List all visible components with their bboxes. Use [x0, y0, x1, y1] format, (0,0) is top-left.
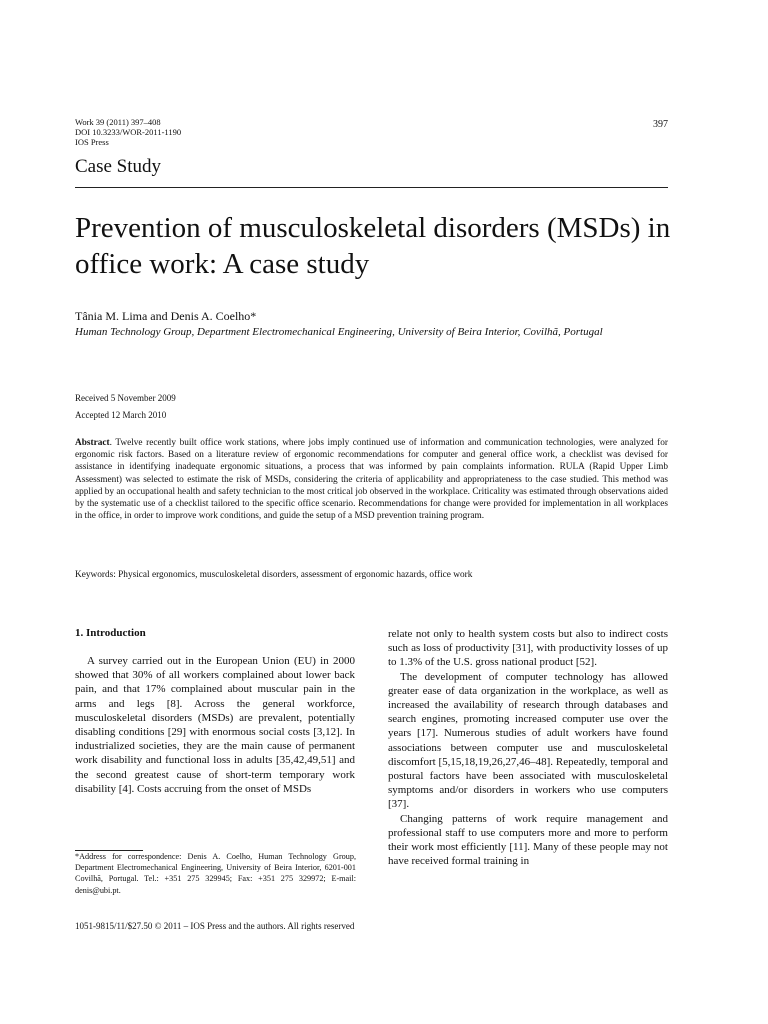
- keywords: Keywords: Physical ergonomics, musculoskeletal disorders, assessment of ergonomic hazards, office work: [75, 570, 473, 580]
- page-number: 397: [653, 119, 668, 130]
- section-label: Case Study: [75, 156, 162, 177]
- journal-citation: Work 39 (2011) 397–408: [75, 117, 161, 127]
- abstract-text: . Twelve recently built office work stations, where jobs imply continued use of information and communication technologies, were analyzed for ergonomic risk factors. Based on a literature review of ergonomic recommendations for computer and general office work, a checklist was devised for assistance in identifying inadequate ergonomic situations, a process that was informed by pain complaints information. RULA (Rapid Upper Limb Assessment) was selected to estimate the risk of MSDs, considering the criteria of applicability and appropriateness to the case studied. This method was applied by an occupational health and safety technician to the most critical job observed in the workplace. Criticality was estimated through observations aided by the systematic use of a checklist tailored to the specific office scenario. Recommendations for change were provided for implementation in all workplaces in the office, in order to improve work conditions, and guide the setup of a MSD prevention training program.: [75, 438, 668, 522]
- copyright-line: 1051-9815/11/$27.50 © 2011 – IOS Press and the authors. All rights reserved: [75, 921, 355, 931]
- abstract: [75, 437, 668, 522]
- section-heading-introduction: 1. Introduction: [75, 627, 146, 639]
- journal-meta: [75, 117, 181, 147]
- abstract-label: Abstract: [75, 438, 110, 448]
- intro-paragraph-4: Changing patterns of work require management and professional staff to use computers more and more to perform their work most efficiently [11]. Many of these people may not have received formal training in: [388, 812, 668, 868]
- received-date: Received 5 November 2009: [75, 393, 176, 403]
- footnote: *Address for correspondence: Denis A. Coelho, Human Technology Group, Department Electromechanical Engineering, University of Beira Interior, 6201-001 Covilhã, Portugal. Tel.: +351 275 329945; Fax: +351 275 329972; E-mail: denis@ubi.pt.: [75, 852, 356, 895]
- left-column: [75, 627, 355, 796]
- intro-paragraph-3: The development of computer technology has allowed greater ease of data organization in the workplace, as well as increased the availability of research through databases and search engines, promoting increased computer use over the years [17]. Numerous studies of adult workers have found associations between computer use and musculoskeletal discomfort [5,15,18,19,26,27,46–48]. Repeatedly, temporal and postural factors have been associated with musculoskeletal symptoms and/or disorders in workers who use computers [37].: [388, 670, 668, 811]
- paper-title: Prevention of musculoskeletal disorders (MSDs) in office work: A case study: [75, 212, 671, 280]
- publisher: IOS Press: [75, 137, 109, 147]
- affiliation: Human Technology Group, Department Electromechanical Engineering, University of Beira Interior, Covilhã, Portugal: [75, 326, 603, 338]
- accepted-date: Accepted 12 March 2010: [75, 410, 167, 420]
- intro-paragraph-2: relate not only to health system costs but also to indirect costs such as loss of productivity [31], with productivity losses of up to 1.3% of the U.S. gross national product [52].: [388, 628, 668, 669]
- intro-paragraph-1: A survey carried out in the European Union (EU) in 2000 showed that 30% of all workers complained about lower back pain, and that 17% complained about muscular pain in the arms and legs [8]. Across the general workforce, musculoskeletal disorders (MSDs) are prevalent, potentially disabling conditions [29] with enormous social costs [3,12]. In industrialized societies, they are the main cause of permanent work disability and functional loss in adults [35,42,49,51] and the second greatest cause of short-term temporary work disability [4]. Costs accruing from the onset of MSDs: [75, 655, 355, 795]
- right-column: [388, 627, 668, 868]
- authors: Tânia M. Lima and Denis A. Coelho*: [75, 309, 257, 323]
- header-divider: [75, 187, 668, 188]
- dates: [75, 390, 176, 424]
- doi: DOI 10.3233/WOR-2011-1190: [75, 127, 182, 137]
